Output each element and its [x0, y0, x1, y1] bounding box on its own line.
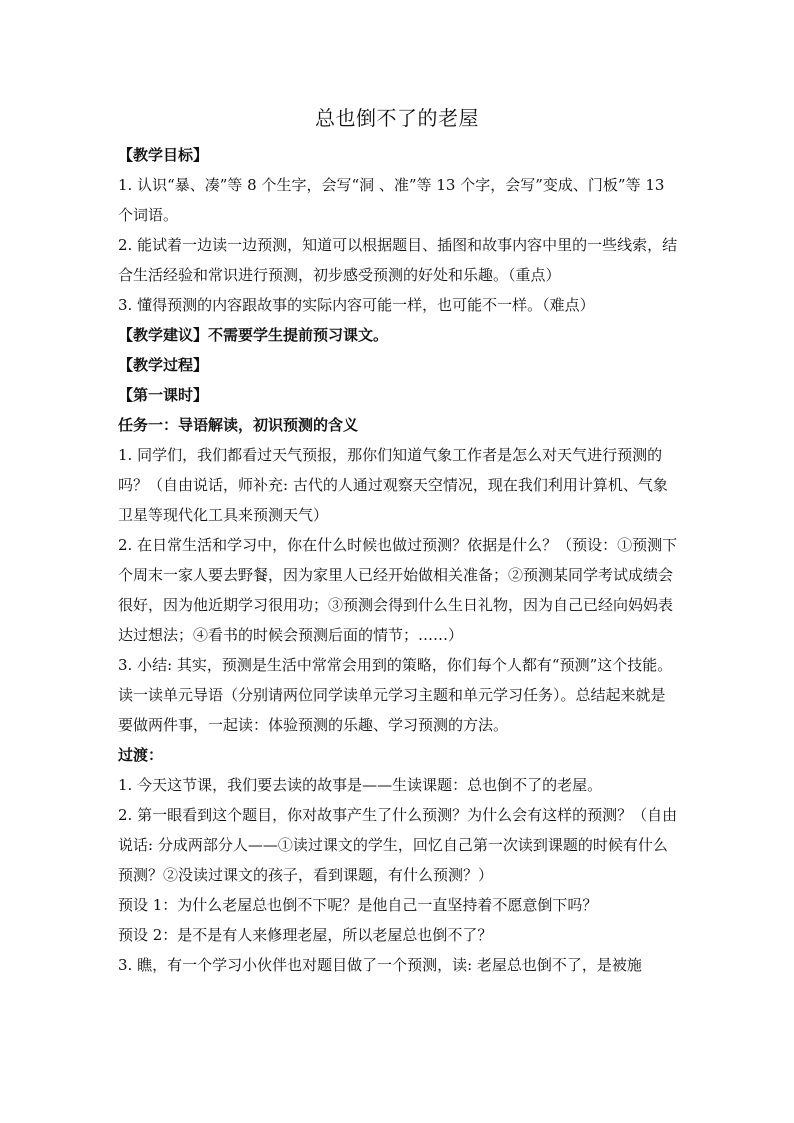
- process-heading: 【教学过程】: [118, 356, 209, 374]
- goals-heading: 【教学目标】: [118, 146, 209, 164]
- transition-item-3: 3. 瞧，有一个学习小伙伴也对题目做了一个预测，读: 老屋总也倒不了，是被施: [118, 956, 642, 974]
- transition-item-2: 2. 第一眼看到这个题目，你对故事产生了什么预测？为什么会有这样的预测？（自由说话: 分成两部分人——①读过课文的学生，回忆自己第一次读到课题的时候有什么预测？②没读过课文的孩子，看到课题，有什么预测？）: [118, 806, 678, 884]
- transition-item-1: 1. 今天这节课，我们要去读的故事是——生读课题：总也倒不了的老屋。: [118, 776, 603, 794]
- transition-heading: 过渡：: [118, 746, 164, 764]
- preset-2: 预设 2：是不是有人来修理老屋，所以老屋总也倒不了？: [118, 926, 493, 944]
- document-body: [118, 140, 678, 980]
- preset-1: 预设 1：为什么老屋总也倒不下呢？是他自己一直坚持着不愿意倒下吗？: [118, 896, 598, 914]
- goal-2: 2. 能试着一边读一边预测，知道可以根据题目、插图和故事内容中里的一些线索，结合生活经验和常识进行预测，初步感受预测的好处和乐趣。（重点）: [118, 236, 678, 284]
- lesson-heading: 【第一课时】: [118, 386, 209, 404]
- suggestion: 【教学建议】不需要学生提前预习课文。: [118, 326, 389, 344]
- paragraph-item-1: 1. 同学们，我们都看过天气预报，那你们知道气象工作者是怎么对天气进行预测的吗？（自由说话，师补充: 古代的人通过观察天空情况，现在我们利用计算机、气象卫星等现代化工具来预测天气）: [118, 446, 668, 524]
- goal-3: 3. 懂得预测的内容跟故事的实际内容可能一样，也可能不一样。（难点）: [118, 296, 595, 314]
- page-title: 总也倒不了的老屋: [315, 106, 479, 130]
- goal-1: 1. 认识“暴、凑”等 8 个生字，会写“洞 、准”等 13 个字，会写”变成、门板”等 13 个词语。: [118, 176, 665, 224]
- paragraph-item-2: 2. 在日常生活和学习中，你在什么时候也做过预测？依据是什么？（预设：①预测下个周末一家人要去野餐，因为家里人已经开始做相关准备；②预测某同学考试成绩会很好，因为他近期学习很用功；③预测会得到什么生日礼物，因为自己已经向妈妈表达过想法；④看书的时候会预测后面的情节；……）: [118, 536, 678, 644]
- paragraph-item-3: 3. 小结: 其实，预测是生活中常常会用到的策略，你们每个人都有“预测”这个技能。读一读单元导语（分别请两位同学读单元学习主题和单元学习任务）。总结起来就是要做两件事，一起读：体验预测的乐趣、学习预测的方法。: [118, 656, 673, 734]
- task-1-heading: 任务一：导语解读，初识预测的含义: [118, 416, 359, 434]
